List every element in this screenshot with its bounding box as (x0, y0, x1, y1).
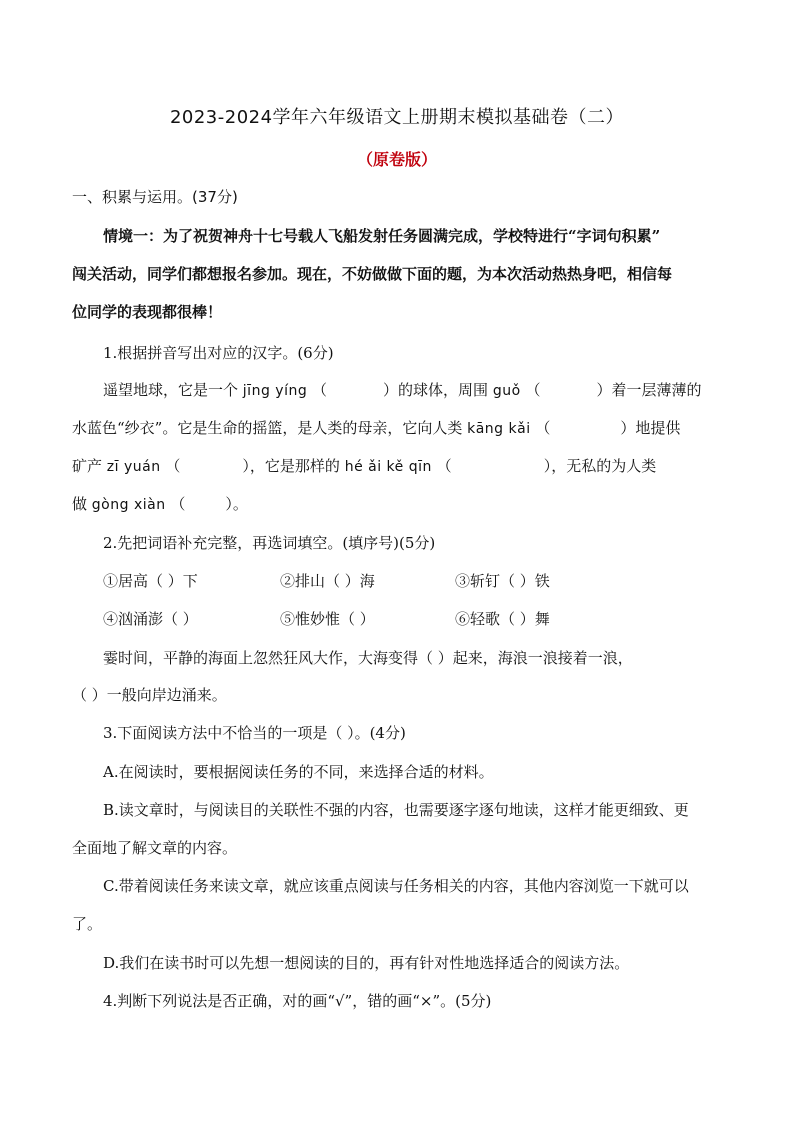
choice-a: A.在阅读时，要根据阅读任务的不同，来选择合适的材料。 (103, 763, 494, 781)
pinyin: kāng kǎi (467, 421, 531, 437)
question-4-prompt: 4.判断下列说法是否正确，对的画“√”，错的画“×”。(5分) (103, 992, 492, 1010)
pinyin: guǒ (492, 383, 521, 399)
page-subtitle: （原卷版） (356, 150, 437, 169)
choice-d: D.我们在读书时可以先想一想阅读的目的，再有针对性地选择适合的阅读方法。 (103, 954, 630, 972)
section-heading: 一、积累与运用。(37分) (72, 188, 238, 206)
paren-open: （ (165, 457, 181, 475)
text: ）的球体，周围 (383, 381, 489, 399)
text: 遥望地球，它是一个 (103, 381, 239, 399)
question-2-sentence-1: 霎时间，平静的海面上忽然狂风大作，大海变得（ ）起来，海浪一浪接着一浪， (103, 649, 633, 667)
pinyin: hé ǎi kě qīn (344, 459, 432, 475)
choice-b-line-1: B.读文章时，与阅读目的关联性不强的内容，也需要逐字逐句地读，这样才能更细致、更 (103, 801, 689, 819)
question-2-sentence-2: （ ）一般向岸边涌来。 (72, 686, 227, 704)
question-1-line-2 (72, 418, 680, 439)
text: ），无私的为人类 (543, 457, 657, 475)
text: 做 (72, 495, 88, 513)
text: ），它是那样的 (242, 457, 340, 475)
paren-open: （ (170, 495, 186, 513)
idiom-option-5: ⑤惟妙惟（ ） (280, 610, 375, 628)
scenario-line-2: 闯关活动，同学们都想报名参加。现在，不妨做做下面的题，为本次活动热热身吧，相信每 (72, 265, 673, 283)
pinyin: zī yuán (106, 459, 161, 475)
pinyin: jīng yíng (242, 383, 308, 399)
text: ）。 (225, 495, 248, 513)
paren-open: （ (436, 457, 452, 475)
text: 水蓝色“纱衣”。它是生命的摇篮，是人类的母亲，它向人类 (72, 419, 463, 437)
paren-open: （ (312, 381, 328, 399)
question-1-line-4 (72, 494, 248, 515)
paren-open: （ (535, 419, 551, 437)
page-title: 2023-2024学年六年级语文上册期末模拟基础卷（二） (169, 107, 625, 128)
choice-c-line-2: 了。 (72, 915, 103, 933)
text: ）地提供 (620, 419, 681, 437)
idiom-option-2: ②排山（ ）海 (280, 572, 375, 590)
question-1-prompt: 1.根据拼音写出对应的汉字。(6分) (103, 344, 334, 362)
idiom-option-6: ⑥轻歌（ ）舞 (455, 610, 550, 628)
choice-c-line-1: C.带着阅读任务来读文章，就应该重点阅读与任务相关的内容，其他内容浏览一下就可以 (103, 877, 689, 895)
idiom-option-1: ①居高（ ）下 (103, 572, 198, 590)
pinyin: gòng xiàn (91, 497, 166, 513)
paren-open: （ (525, 381, 541, 399)
idiom-option-3: ③斩钉（ ）铁 (455, 572, 550, 590)
text: 矿产 (72, 457, 103, 475)
choice-b-line-2: 全面地了解文章的内容。 (72, 839, 238, 857)
scenario-line-1: 情境一：为了祝贺神舟十七号载人飞船发射任务圆满完成，学校特进行“字词句积累” (103, 227, 661, 245)
question-3-prompt: 3.下面阅读方法中不恰当的一项是（ ）。(4分) (103, 724, 406, 742)
question-1-line-3 (72, 456, 656, 477)
scenario-line-3: 位同学的表现都很棒！ (72, 303, 223, 321)
question-2-prompt: 2.先把词语补充完整，再选词填空。(填序号)(5分) (103, 534, 436, 552)
idiom-option-4: ④汹涌澎（ ） (103, 610, 198, 628)
text: ）着一层薄薄的 (596, 381, 702, 399)
question-1-line-1 (103, 380, 701, 401)
